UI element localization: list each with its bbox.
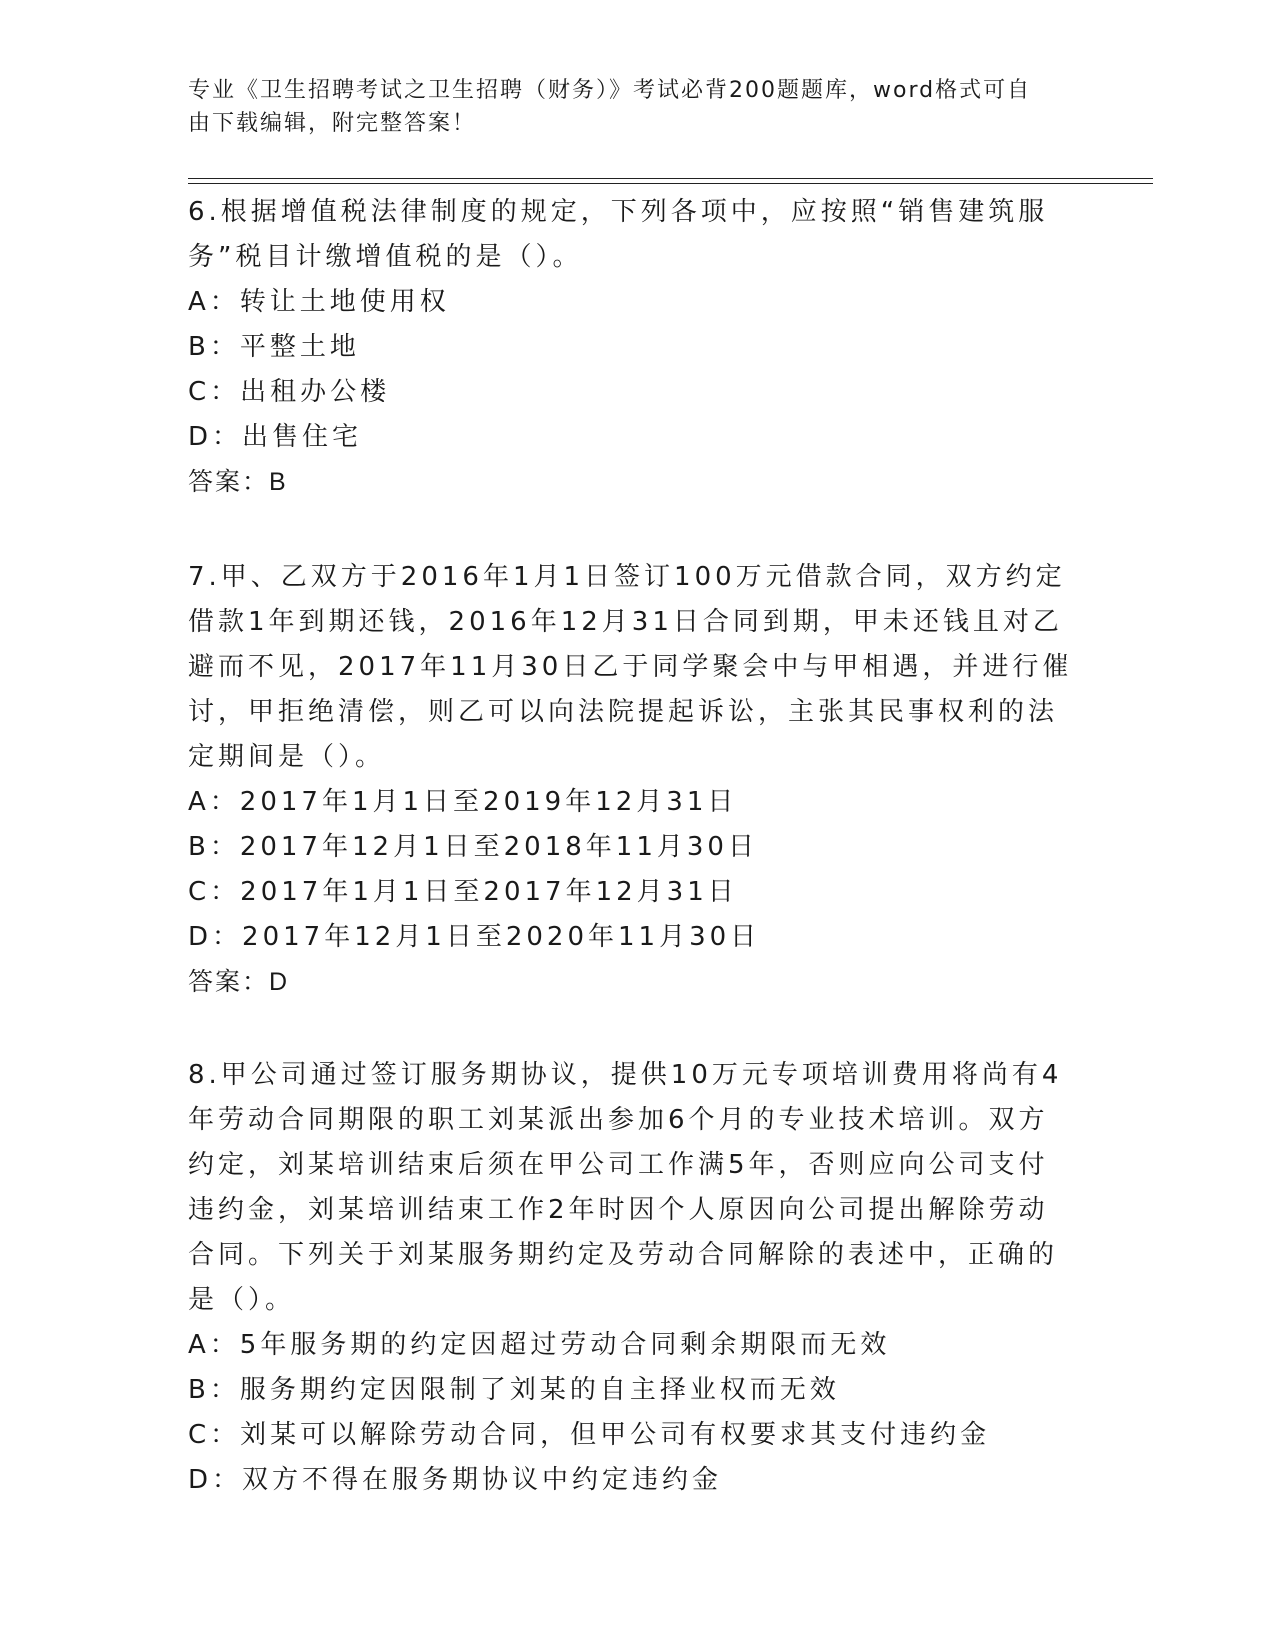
option-a: A：转让土地使用权 xyxy=(188,287,450,317)
option-d: D：2017年12月1日至2020年11月30日 xyxy=(188,922,761,952)
question-7 xyxy=(188,555,1078,1005)
question-text: 6.根据增值税法律制度的规定，下列各项中，应按照“销售建筑服务”税目计缴增值税的是（）。 xyxy=(188,197,1049,272)
document-header xyxy=(188,74,1078,140)
option-d: D：出售住宅 xyxy=(188,422,363,452)
question-text: 8.甲公司通过签订服务期协议，提供10万元专项培训费用将尚有4年劳动合同期限的职工刘某派出参加6个月的专业技术培训。双方约定，刘某培训结束后须在甲公司工作满5年，否则应向公司支付违约金，刘某培训结束工作2年时因个人原因向公司提出解除劳动合同。下列关于刘某服务期约定及劳动合同解除的表述中，正确的是（）。 xyxy=(188,1060,1063,1315)
header-line-2: 由下载编辑，附完整答案！ xyxy=(188,111,477,136)
option-a: A：5年服务期的约定因超过劳动合同剩余期限而无效 xyxy=(188,1330,891,1360)
option-c: C：2017年1月1日至2017年12月31日 xyxy=(188,877,738,907)
option-b: B：服务期约定因限制了刘某的自主择业权而无效 xyxy=(188,1375,840,1405)
question-8 xyxy=(188,1053,1078,1503)
option-d: D：双方不得在服务期协议中约定违约金 xyxy=(188,1465,723,1495)
option-c: C：刘某可以解除劳动合同，但甲公司有权要求其支付违约金 xyxy=(188,1420,991,1450)
answer: 答案：D xyxy=(188,968,290,996)
question-6 xyxy=(188,190,1078,505)
option-b: B：2017年12月1日至2018年11月30日 xyxy=(188,832,758,862)
option-a: A：2017年1月1日至2019年12月31日 xyxy=(188,787,738,817)
header-divider-top xyxy=(188,178,1153,179)
question-text: 7.甲、乙双方于2016年1月1日签订100万元借款合同，双方约定借款1年到期还钱，2016年12月31日合同到期，甲未还钱且对乙避而不见，2017年11月30日乙于同学聚会中与甲相遇，并进行催讨，甲拒绝清偿，则乙可以向法院提起诉讼，主张其民事权利的法定期间是（）。 xyxy=(188,562,1073,772)
header-line-1: 专业《卫生招聘考试之卫生招聘（财务）》考试必背200题题库，word格式可自 xyxy=(188,78,1032,103)
header-divider-bottom xyxy=(188,183,1153,184)
option-b: B：平整土地 xyxy=(188,332,360,362)
option-c: C：出租办公楼 xyxy=(188,377,391,407)
answer: 答案：B xyxy=(188,468,288,496)
